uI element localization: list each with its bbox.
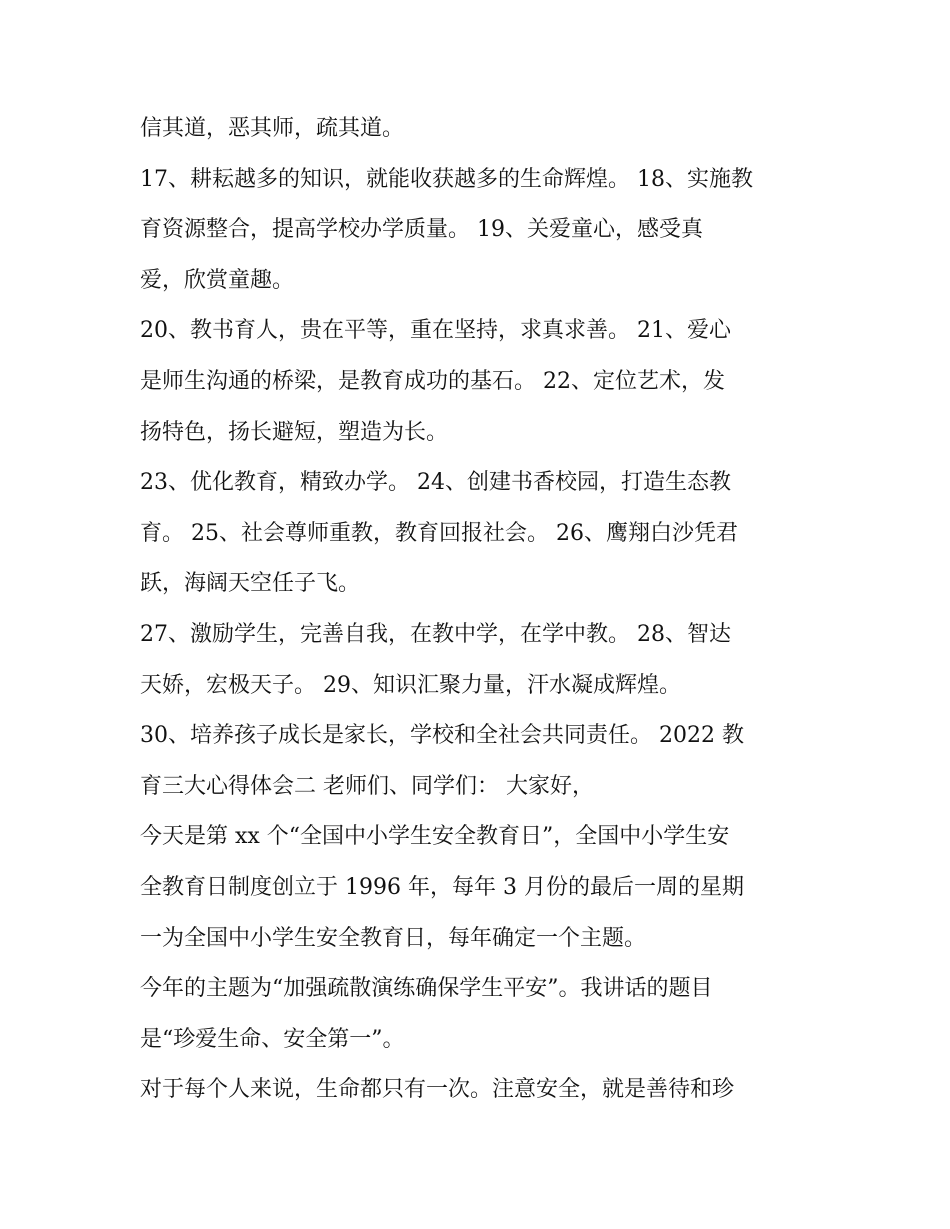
text-line: 30、培养孩子成长是家长，学校和全社会共同责任。 2022 教	[140, 723, 744, 749]
text-line: 今年的主题为“加强疏散演练确保学生平安”。我讲话的题目	[140, 976, 713, 1002]
text-line: 育三大心得体会二 老师们、同学们： 大家好，	[140, 773, 594, 799]
text-line: 17、耕耘越多的知识，就能收获越多的生命辉煌。 18、实施教	[140, 166, 753, 192]
text-line: 跃，海阔天空任子飞。	[140, 571, 361, 597]
text-line: 23、优化教育，精致办学。 24、创建书香校园，打造生态教	[140, 470, 731, 496]
text-line: 信其道，恶其师，疏其道。	[140, 116, 405, 141]
text-line: 天娇，宏极天子。 29、知识汇聚力量，汗水凝成辉煌。	[140, 672, 681, 698]
document-body	[140, 107, 840, 1119]
text-line: 扬特色，扬长避短，塑造为长。	[140, 419, 449, 445]
text-line: 爱，欣赏童趣。	[140, 267, 295, 293]
text-line: 育资源整合，提高学校办学质量。 19、关爱童心，感受真	[140, 217, 703, 243]
text-line: 是师生沟通的桥梁，是教育成功的基石。 22、定位艺术，发	[140, 368, 725, 394]
text-line: 全教育日制度创立于 1996 年，每年 3 月份的最后一周的星期	[140, 874, 744, 900]
text-line: 20、教书育人，贵在平等，重在坚持，求真求善。 21、爱心	[140, 318, 731, 344]
text-line: 育。 25、社会尊师重教，教育回报社会。 26、鹰翔白沙凭君	[140, 520, 738, 546]
text-line: 27、激励学生，完善自我，在教中学，在学中教。 28、智达	[140, 621, 731, 647]
text-line: 是“珍爱生命、安全第一”。	[140, 1026, 405, 1052]
text-line: 今天是第 xx 个“全国中小学生安全教育日”，全国中小学生安	[140, 824, 730, 850]
text-line: 一为全国中小学生安全教育日，每年确定一个主题。	[140, 925, 647, 951]
text-line: 对于每个人来说，生命都只有一次。注意安全，就是善待和珍	[140, 1077, 735, 1103]
